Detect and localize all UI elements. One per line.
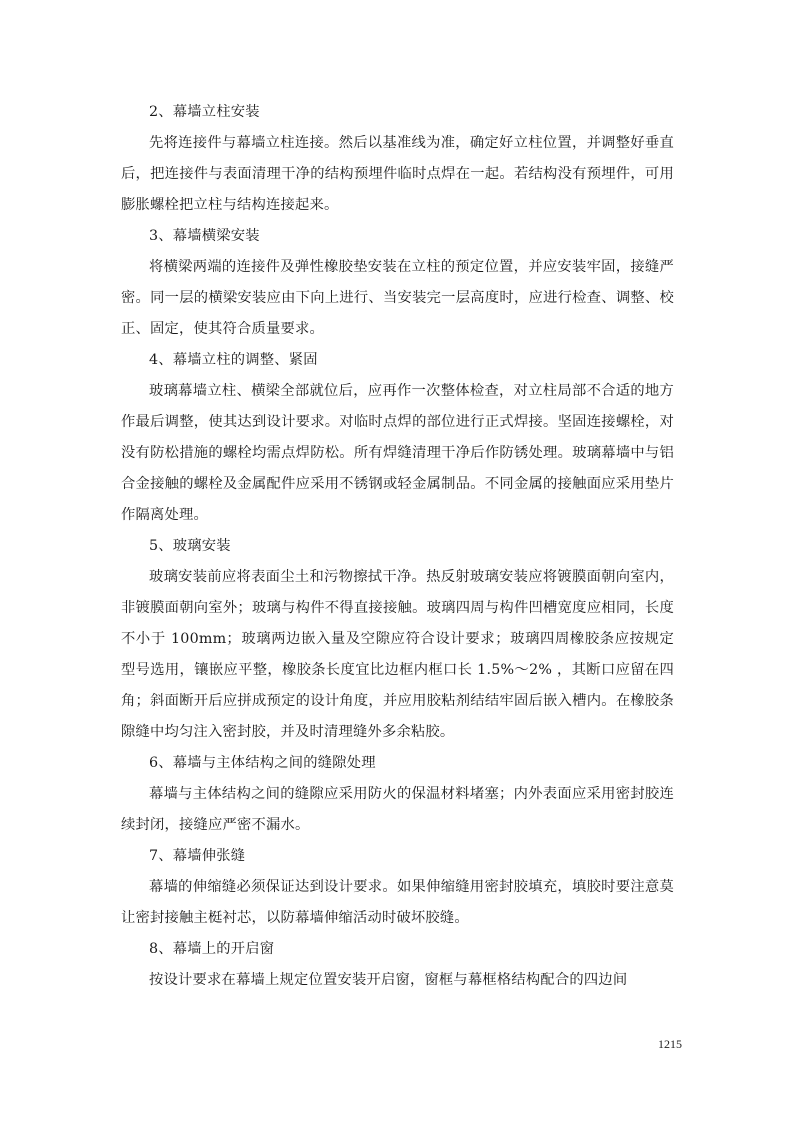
section-paragraph: 将横梁两端的连接件及弹性橡胶垫安装在立柱的预定位置，并应安装牢固，接缝严密。同一层的横梁安装应由下向上进行、当安装完一层高度时，应进行检查、调整、校正、固定，使其符合质量要求。 — [121, 259, 674, 337]
section-heading: 5、玻璃安装 — [149, 538, 231, 554]
section-heading: 3、幕墙横梁安装 — [149, 228, 260, 244]
section-heading: 7、幕墙伸张缝 — [149, 848, 246, 864]
section-heading: 6、幕墙与主体结构之间的缝隙处理 — [149, 755, 376, 771]
section-paragraph: 幕墙的伸缩缝必须保证达到设计要求。如果伸缩缝用密封胶填充，填胶时要注意莫让密封接触主梃衬芯，以防幕墙伸缩活动时破坏胶缝。 — [121, 879, 674, 926]
section-paragraph: 先将连接件与幕墙立柱连接。然后以基准线为准，确定好立柱位置，并调整好垂直后，把连接件与表面清理干净的结构预埋件临时点焊在一起。若结构没有预埋件，可用膨胀螺栓把立柱与结构连接起来。 — [121, 135, 674, 213]
section-heading: 2、幕墙立柱安装 — [149, 104, 260, 120]
section-paragraph: 按设计要求在幕墙上规定位置安装开启窗，窗框与幕框格结构配合的四边间 — [149, 972, 628, 988]
section-paragraph: 玻璃幕墙立柱、横梁全部就位后，应再作一次整体检查，对立柱局部不合适的地方作最后调整，使其达到设计要求。对临时点焊的部位进行正式焊接。坚固连接螺栓，对没有防松措施的螺栓均需点焊防松。所有焊缝清理干净后作防锈处理。玻璃幕墙中与铝合金接触的螺栓及金属配件应采用不锈钢或轻金属制品。不同金属的接触面应采用垫片作隔离处理。 — [121, 383, 674, 523]
section-heading: 4、幕墙立柱的调整、紧固 — [149, 352, 318, 368]
section-paragraph: 玻璃安装前应将表面尘土和污物擦拭干净。热反射玻璃安装应将镀膜面朝向室内，非镀膜面朝向室外；玻璃与构件不得直接接触。玻璃四周与构件凹槽宽度应相同，长度不小于 100mm；玻璃两边嵌入量及空隙应符合设计要求；玻璃四周橡胶条应按规定型号选用，镶嵌应平整，橡胶条长度宜比边框内框口长 1.5%～2% ，其断口应留在四角；斜面断开后应拼成预定的设计角度，并应用胶粘剂结结牢固后嵌入槽内。在橡胶条隙缝中均匀注入密封胶，并及时清理缝外多余粘胶。 — [121, 569, 674, 740]
section-heading: 8、幕墙上的开启窗 — [149, 941, 275, 957]
section-paragraph: 幕墙与主体结构之间的缝隙应采用防火的保温材料堵塞；内外表面应采用密封胶连续封闭，接缝应严密不漏水。 — [121, 786, 674, 833]
page-body — [121, 97, 674, 996]
page-number: 1215 — [658, 1037, 682, 1051]
